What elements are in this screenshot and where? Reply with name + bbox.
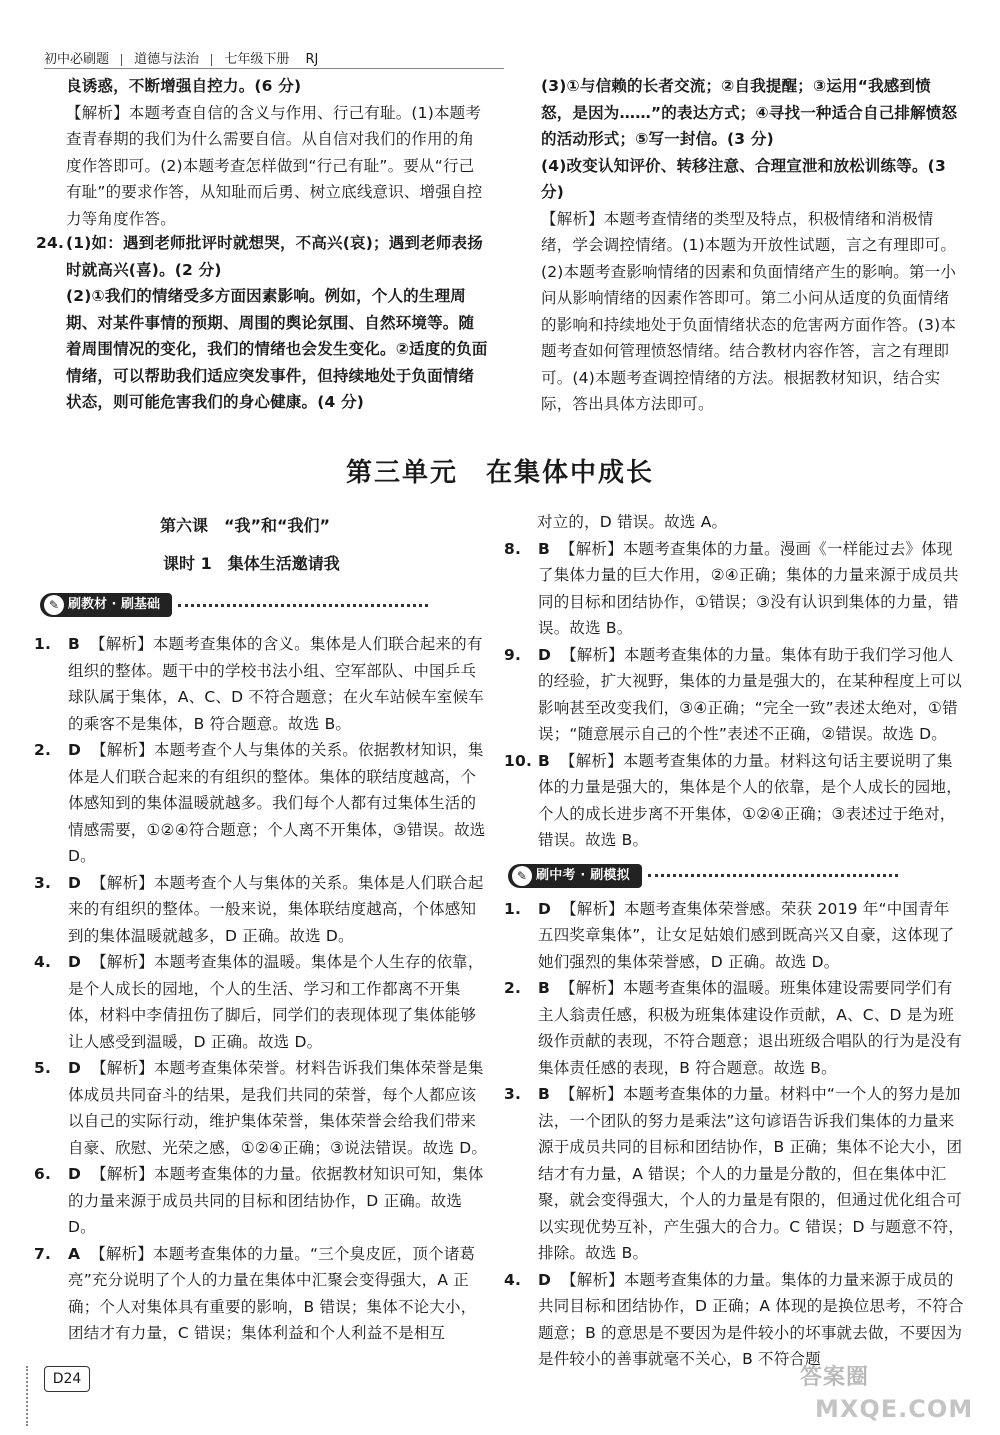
banner-label: 刷中考 · 刷模拟 xyxy=(536,867,630,883)
unit-title: 第三单元 在集体中成长 xyxy=(345,458,654,488)
header-book: 初中必刷题 xyxy=(44,52,110,67)
answer-item xyxy=(504,975,964,1081)
answer-letter: D xyxy=(68,1165,82,1183)
item-number: 1. xyxy=(34,635,52,653)
q24-part4: (4)改变认知评价、转移注意、合理宣泄和放松训练等。(3 分) xyxy=(541,156,946,201)
answer-item xyxy=(504,642,964,748)
header-grade: 七年级下册 xyxy=(224,52,290,67)
banner-dots xyxy=(648,874,898,877)
q24-analysis: 【解析】本题考查情绪的类型及特点，积极情绪和消极情绪，学会调控情绪。(1)本题为开放性试题，言之有理即可。(2)本题考查影响情绪的因素和负面情绪产生的影响。第一小问从影响情绪的因素作答即可。第二小问从适度的负面情绪的影响和持续地处于负面情绪状态的危害两方面作答。(3)本题考查如何管理愤怒情绪。结合教材内容作答，言之有理即可。(4)本题考查调控情绪的方法。根据教材知识，结合实际，答出具体方法即可。 xyxy=(541,209,957,413)
answer-item xyxy=(34,1241,488,1347)
answer-item xyxy=(504,536,964,642)
answer-item xyxy=(34,631,488,737)
top-right-column xyxy=(541,73,961,418)
answer-letter: B xyxy=(538,751,551,770)
q24-part3: (3)①与信赖的长者交流；②自我提醒；③运用“我感到愤怒，是因为……”的表达方式；④寻找一种适合自己排解愤怒的活动形式；⑤写一封信。(3 分) xyxy=(541,77,958,148)
pencil-icon: ✎ xyxy=(44,595,64,615)
item-number: 4. xyxy=(504,1270,522,1289)
item-number: 1. xyxy=(504,899,522,918)
section-banner-textbook xyxy=(40,591,428,619)
answer-analysis: 【解析】本题考查集体的力量。集体的力量来源于成员的共同目标和团结协作，D 正确；A 体现的是换位思考，不符合题意；B 的意思是不要因为是件较小的坏事就去做，不要因为是件较小的善事就毫不关心，B 不符合题 xyxy=(538,1270,964,1368)
header-rule xyxy=(44,68,504,69)
item-number: 3. xyxy=(34,873,52,892)
item-number: 9. xyxy=(504,645,522,664)
q24-part1: (1)如：遇到老师批评时就想哭，不高兴(哀)；遇到老师表扬时就高兴(喜)。(2 分) xyxy=(66,234,483,279)
answer-analysis: 【解析】本题考查集体荣誉。材料告诉我们集体荣誉是集体成员共同奋斗的结果，是我们共同的荣誉，每个人都应该以自己的实际行动，维护集体荣誉，集体荣誉会给我们带来自豪、欣慰、光荣之感，①②④正确；③说法错误。故选 D。 xyxy=(68,1059,488,1157)
answer-analysis: 【解析】本题考查集体荣誉感。荣获 2019 年“中国青年五四奖章集体”，让女足姑娘们感到既高兴又自豪，这体现了她们强烈的集体荣誉感，D 正确。故选 D。 xyxy=(538,899,955,971)
item-number: 8. xyxy=(504,539,522,558)
answer-item xyxy=(504,1081,964,1267)
banner-label: 刷教材 · 刷基础 xyxy=(68,597,160,612)
answer-item xyxy=(34,1161,488,1241)
header-edition: RJ xyxy=(305,52,319,67)
watermark-url: MXQE.COM xyxy=(815,1395,974,1423)
section-banner-exam xyxy=(508,862,968,890)
answer-letter: D xyxy=(538,645,552,664)
bottom-left-column xyxy=(34,631,488,1347)
answer-analysis: 【解析】本题考查集体的力量。材料中“一个人的努力是加法，一个团队的努力是乘法”这句谚语告诉我们集体的力量来源于成员共同的目标和团结协作，B 正确；集体不论大小，团结才有力量，A 错误；个人的力量是分散的，但在集体中汇聚，就会变得强大，个人的力量是有限的，但通过优化组合可以实现优势互补，产生强大的合力。C 错误；D 与题意不符，排除。故选 B。 xyxy=(538,1085,964,1262)
q23-continuation: 良诱惑，不断增强自控力。(6 分) xyxy=(66,77,302,95)
q24-part2: (2)①我们的情绪受多方面因素影响。例如，个人的生理周期、对某件事情的预期、周围的舆论氛围、自然环境等。随着周围情况的变化，我们的情绪也会发生变化。②适度的负面情绪，可以帮助我们适应突发事件，但持续地处于负面情绪状态，则可能危害我们的身心健康。(4 分) xyxy=(66,287,488,411)
page-number: D24 xyxy=(44,1366,90,1392)
answer-letter: B xyxy=(538,539,551,558)
item-number: 3. xyxy=(504,1085,522,1103)
answer-letter: B xyxy=(538,979,551,997)
answer-letter: B xyxy=(538,1085,551,1103)
answer-letter: D xyxy=(68,1059,82,1077)
answer-analysis: 【解析】本题考查集体的含义。集体是人们联合起来的有组织的整体。题干中的学校书法小组、空军部队、中国乒乓球队属于集体，A、C、D 不符合题意；在火车站候车室候车的乘客不是集体，B 符合题意。故选 B。 xyxy=(68,635,484,733)
item-number: 5. xyxy=(34,1059,52,1077)
q24-number: 24. xyxy=(36,234,65,252)
answer-letter: A xyxy=(68,1244,81,1263)
pencil-icon: ✎ xyxy=(512,866,532,886)
margin-dots xyxy=(26,1366,28,1426)
q23-analysis: 【解析】本题考查自信的含义与作用、行己有耻。(1)本题考查青春期的我们为什么需要自信。从自信对我们的作用的角度作答即可。(2)本题考查怎样做到“行己有耻”。要从“行己有耻”的要求作答，从知耻而后勇、树立底线意识、增强自控力等角度作答。 xyxy=(66,103,483,228)
item-number: 2. xyxy=(34,741,52,759)
running-header xyxy=(44,48,330,67)
answer-analysis: 【解析】本题考查集体的力量。“三个臭皮匠，顶个诸葛亮”充分说明了个人的力量在集体中汇聚会变得强大，A 正确；个人对集体具有重要的影响，B 错误；集体不论大小，团结才有力量，C 错误；集体利益和个人利益不是相互 xyxy=(68,1244,477,1342)
period-title: 课时 1 集体生活邀请我 xyxy=(163,554,340,573)
answer-analysis: 【解析】本题考查集体的力量。材料这句话主要说明了集体的力量是强大的，集体是个人的依靠，是个人成长的园地，个人的成长进步离不开集体，①②④正确；③表述过于绝对，错误。故选 B。 xyxy=(538,751,962,849)
item-number: 7. xyxy=(34,1244,52,1263)
answer-analysis: 【解析】本题考查个人与集体的关系。依据教材知识，集体是人们联合起来的有组织的整体。集体的联结度越高，个体感知到的集体温暖就越多。我们每个人都有过集体生活的情感需要，①②④符合题意；个人离不开集体，③错误。故选 D。 xyxy=(68,741,486,865)
q7-continuation: 对立的，D 错误。故选 A。 xyxy=(537,513,728,531)
answer-item xyxy=(34,1055,488,1161)
answer-letter: D xyxy=(68,741,82,759)
item-number: 2. xyxy=(504,979,522,997)
answer-item xyxy=(34,949,488,1055)
answer-item xyxy=(504,748,964,854)
answer-analysis: 【解析】本题考查集体的力量。依据教材知识可知，集体的力量来源于成员共同的目标和团结协作，D 正确。故选 D。 xyxy=(68,1165,484,1236)
answer-analysis: 【解析】本题考查个人与集体的关系。集体是人们联合起来的有组织的整体。一般来说，集体联结度越高，个体感知到的集体温暖就越多，D 正确。故选 D。 xyxy=(68,873,484,945)
answer-letter: D xyxy=(538,1270,552,1289)
item-number: 6. xyxy=(34,1165,52,1183)
item-number: 4. xyxy=(34,953,52,971)
answer-analysis: 【解析】本题考查集体的温暖。集体是个人生存的依靠，是个人成长的园地，个人的生活、学习和工作都离不开集体，材料中李倩扭伤了脚后，同学们的表现体现了集体能够让人感受到温暖，D 正确。故选 D。 xyxy=(68,953,484,1051)
answer-analysis: 【解析】本题考查集体的力量。集体有助于我们学习他人的经验，扩大视野，集体的力量是强大的，在某种程度上可以影响甚至改变我们，③④正确；“完全一致”表述太绝对，①错误；“随意展示自己的个性”表述不正确，②错误。故选 D。 xyxy=(538,645,962,743)
answer-letter: D xyxy=(538,899,552,918)
answer-item xyxy=(34,870,488,950)
answer-letter: B xyxy=(68,635,81,653)
banner-dots xyxy=(178,604,428,607)
watermark-logo: 答案圈 xyxy=(800,1365,870,1390)
item-number: 10. xyxy=(504,751,533,770)
answer-item xyxy=(34,737,488,870)
answer-item xyxy=(504,896,964,976)
answer-analysis: 【解析】本题考查集体的温暖。班集体建设需要同学们有主人翁责任感，积极为班集体建设作贡献，A、C、D 是为班级作贡献的表现，不符合题意；退出班级合唱队的行为是没有集体责任感的表现，B 符合题意。故选 B。 xyxy=(538,979,962,1077)
top-left-column xyxy=(66,73,486,232)
answer-letter: D xyxy=(68,873,82,892)
q24-block xyxy=(36,230,488,416)
answer-letter: D xyxy=(68,953,82,971)
answer-item xyxy=(504,1267,964,1373)
bottom-right-column xyxy=(504,509,964,1373)
header-subject: 道德与法治 xyxy=(134,52,200,67)
answer-analysis: 【解析】本题考查集体的力量。漫画《一样能过去》体现了集体力量的巨大作用，②④正确；集体的力量来源于成员共同的目标和团结协作，①错误；③没有认识到集体的力量，错误。故选 B。 xyxy=(538,539,959,637)
lesson-title: 第六课 “我”和“我们” xyxy=(160,516,331,535)
